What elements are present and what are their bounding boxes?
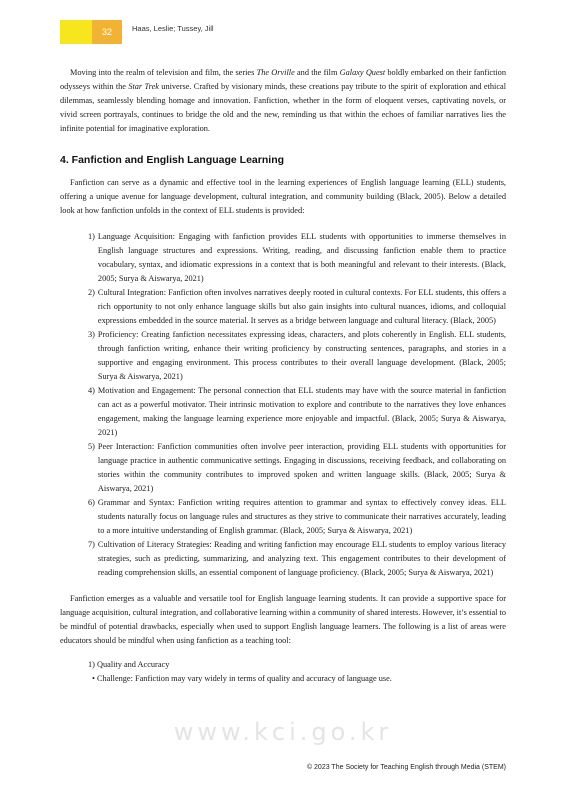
copyright-footer: © 2023 The Society for Teaching English through Media (STEM) — [306, 764, 506, 771]
list-item — [88, 230, 506, 286]
section-heading: 4. Fanfiction and English Language Learning — [60, 154, 285, 166]
list-item-number: 2) — [88, 288, 95, 297]
running-head: Haas, Leslie; Tussey, Jill — [132, 24, 214, 33]
page-header — [0, 0, 566, 44]
list-item — [88, 440, 506, 496]
intro-text: boldly embarked on their fanfiction odysseys within the — [60, 68, 506, 91]
list-item-text: Proficiency: Creating fanfiction necessitates expressing ideas, characters, and plots coherently in English. ELL students, through fanfiction writing, enhance their writing proficiency by constructing sentences, paragraphs, and stories in a supportive and engaging environment. This process contributes to their overall language development. (Black, 2005; Surya & Aiswarya, 2021) — [97, 330, 506, 381]
list-item-number: 1) — [88, 232, 95, 241]
list-item-text: Motivation and Engagement: The personal connection that ELL students may have with the source material in fanfiction can act as a powerful motivator. Their intrinsic motivation to explore and contribute to the narratives they love enhances engagement, making the language learning experience more enjoyable and impactful. (Black, 2005; Surya & Aiswarya, 2021) — [97, 386, 506, 437]
title-star-trek: Star Trek — [128, 82, 159, 91]
title-the-orville: The Orville — [256, 68, 295, 77]
list-item-text: Quality and Accuracy — [97, 660, 170, 669]
intro-text: and the film — [294, 68, 340, 77]
list-item-number: 5) — [88, 442, 95, 451]
list-item — [88, 658, 506, 672]
list-item-text: Cultivation of Literacy Strategies: Reading and writing fanfiction may encourage ELL students to employ various literacy strategies, such as predicting, summarizing, and analyzing text. This engagement contributes to their development of reading comprehension skills, an essential component of language proficiency. (Black, 2005; Surya & Aiswarya, 2021) — [97, 540, 506, 577]
list-item-number: 6) — [88, 498, 95, 507]
ell-benefits-list — [60, 230, 506, 580]
page-number-badge — [92, 20, 122, 44]
title-galaxy-quest: Galaxy Quest — [339, 68, 386, 77]
list-item — [88, 286, 506, 328]
list-item — [88, 384, 506, 440]
list-item-number: 3) — [88, 330, 95, 339]
intro-text: Moving into the realm of television and film, the series — [70, 68, 257, 77]
page-number: 32 — [101, 27, 112, 37]
intro-paragraph — [60, 66, 506, 136]
list-item-text: Language Acquisition: Engaging with fanfiction provides ELL students with opportunities to immerse themselves in English language structures and expressions. Writing, reading, and discussing fanfiction enable them to practice vocabulary, syntax, and idiomatic expressions in a context that is both meaningful and relevant to their interests. (Black, 2005; Surya & Aiswarya, 2021) — [97, 232, 506, 283]
list-item — [88, 496, 506, 538]
drawbacks-list — [60, 658, 506, 686]
article-body — [60, 66, 506, 686]
list-item-number: 4) — [88, 386, 95, 395]
list-item-number: 1) — [88, 660, 95, 669]
list-item — [88, 538, 506, 580]
list-item-number: 7) — [88, 540, 95, 549]
header-accent-tab — [60, 20, 92, 44]
challenge-bullet: • Challenge: Fanfiction may vary widely in terms of quality and accuracy of language use. — [92, 674, 392, 683]
watermark: www.kci.go.kr — [173, 718, 393, 746]
intro-text: universe. Crafted by visionary minds, these creations pay tribute to the spirit of exploration and ethical dilemmas, seamlessly blending homage and innovation. Fanfiction, whether in the form of eloquent verses, captivating novels, or vivid screen portrayals, continues to bridge the old and the new, reminding us that within the echoes of familiar narratives lies the infinite potential for imaginative exploration. — [60, 82, 506, 133]
closing-paragraph: Fanfiction emerges as a valuable and versatile tool for English language learning students. It can provide a supportive space for language acquisition, cultural integration, and collaborative learning within a community of shared interests. However, it’s essential to be mindful of potential drawbacks, especially when used to support English language learners. The following is a list of areas were educators should be mindful when using fanfiction as a teaching tool: — [60, 594, 506, 645]
list-item-text: Grammar and Syntax: Fanfiction writing requires attention to grammar and syntax to effectively convey ideas. ELL students naturally focus on language rules and structures as they strive to communicate their narratives accurately, leading to a more intuitive understanding of English grammar. (Black, 2005; Surya & Aiswarya, 2021) — [97, 498, 506, 535]
list-item — [88, 328, 506, 384]
list-item-text: Peer Interaction: Fanfiction communities often involve peer interaction, providing ELL students with opportunities for language practice in authentic communicative settings. Engaging in discussions, receiving feedback, and collaborating on stories within the community contributes to improved spoken and written language skills. (Black, 2005; Surya & Aiswarya, 2021) — [97, 442, 506, 493]
section-intro-paragraph: Fanfiction can serve as a dynamic and effective tool in the learning experiences of English language learning (ELL) students, offering a unique avenue for language development, cultural integration, and community building (Black, 2005). Below a detailed look at how fanfiction unfolds in the context of ELL students is provided: — [60, 178, 506, 215]
list-item-text: Cultural Integration: Fanfiction often involves narratives deeply rooted in cultural contexts. For ELL students, this offers a rich opportunity to not only enhance language skills but also gain insights into cultural nuances, idioms, and colloquial expressions embedded in the source material. It serves as a bridge between language and cultural literacy. (Black, 2005) — [97, 288, 506, 325]
